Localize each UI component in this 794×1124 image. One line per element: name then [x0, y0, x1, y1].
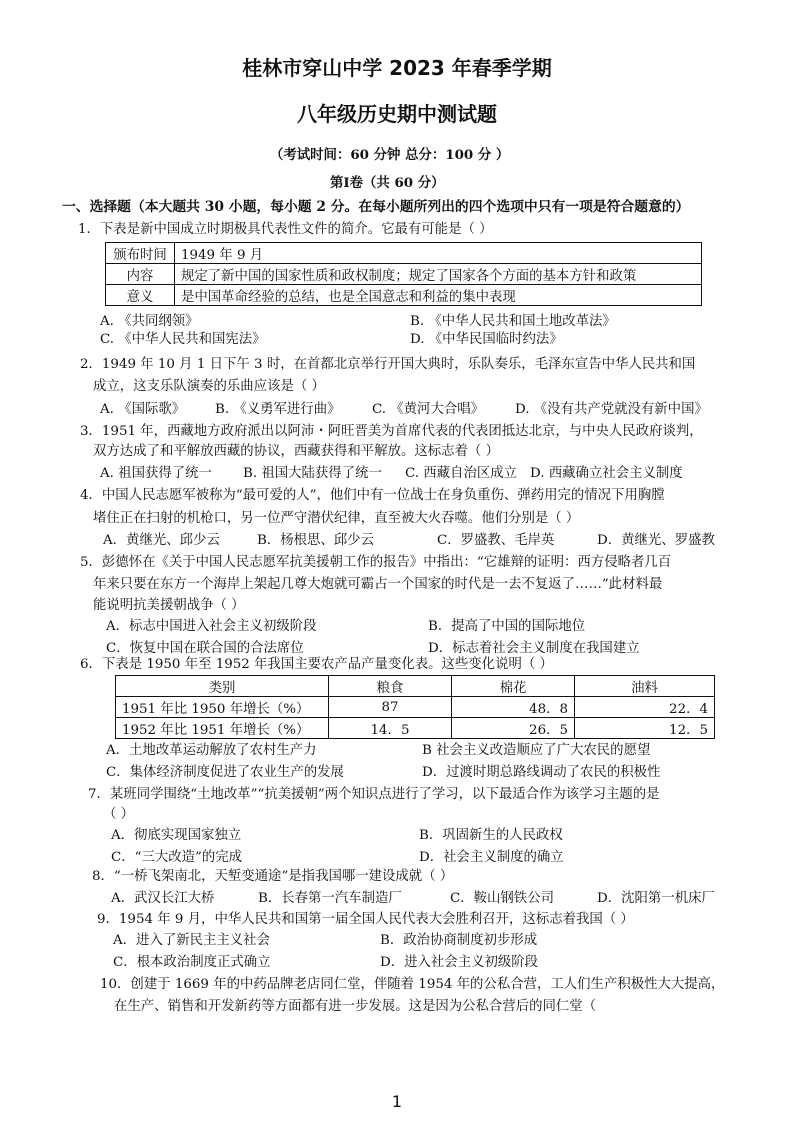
question-3-line: 3．1951 年，西藏地方政府派出以阿沛・阿旺晋美为首席代表的代表团抵达北京，与中央人民政府谈判，	[80, 424, 703, 439]
question-1-stem: 1．下表是新中国成立时期极具代表性文件的简介。它最有可能是（ ）	[78, 222, 493, 237]
question-9-stem: 9．1954 年 9 月，中华人民共和国第一届全国人民代表大会胜利召开，这标志着我国（ ）	[97, 912, 634, 927]
table-cell: 内容	[106, 264, 175, 285]
option-a: A．武汉长江大桥	[111, 891, 215, 906]
question-4-line: 堵住正在扫射的机枪口，另一位严守潜伏纪律，直至被大火吞噬。他们分别是（ ）	[93, 511, 580, 526]
table-cell: 颁布时间	[106, 243, 175, 264]
option-d: D．社会主义制度的确立	[419, 850, 564, 865]
page-number: 1	[391, 1092, 403, 1111]
option-d: D．进入社会主义初级阶段	[380, 955, 539, 970]
option-a: A．进入了新民主主义社会	[113, 933, 270, 948]
question-6-table	[115, 675, 715, 739]
table-header-cell: 油料	[575, 676, 715, 697]
option-b: B. 《中华人民共和国土地改革法》	[410, 314, 616, 329]
question-2-line: 2．1949 年 10 月 1 日下午 3 时，在首都北京举行开国大典时，乐队奏乐，毛泽东宣告中华人民共和国	[80, 357, 696, 372]
table-cell: 规定了新中国的国家性质和政权制度；规定了国家各个方面的基本方针和政策	[175, 264, 702, 285]
option-d: D．沈阳第一机床厂	[597, 891, 715, 906]
table-row	[116, 697, 715, 718]
option-b: B．巩固新生的人民政权	[419, 828, 563, 843]
option-c: C．鞍山钢铁公司	[450, 891, 554, 906]
table-row	[106, 285, 702, 306]
option-d: D．过渡时期总路线调动了农民的积极性	[422, 765, 661, 780]
question-1-table	[105, 242, 702, 306]
option-a: A．彻底实现国家独立	[111, 828, 242, 843]
option-b: B 社会主义改造顺应了广大农民的愿望	[422, 743, 651, 758]
table-cell: 48．8	[452, 697, 575, 718]
option-b: B．提高了中国的国际地位	[428, 619, 586, 634]
table-cell: 是中国革命经验的总结，也是全国意志和利益的集中表现	[175, 285, 702, 306]
question-4-line: 4．中国人民志愿军被称为“最可爱的人”，他们中有一位战士在身负重伤、弹药用完的情况下用胸膛	[80, 488, 665, 503]
table-header-cell: 棉花	[452, 676, 575, 697]
option-b: B. 《义勇军进行曲》	[215, 402, 341, 417]
table-cell: 1949 年 9 月	[175, 243, 702, 264]
table-header-row	[116, 676, 715, 697]
question-7-line: 7．某班同学围绕“土地改革”“抗美援朝”两个知识点进行了学习，以下最适合作为该学习主题的是	[88, 787, 660, 802]
question-7-line: （ ）	[103, 807, 135, 822]
exam-title: 桂林市穿山中学 2023 年春季学期	[242, 56, 552, 80]
option-b: B．长春第一汽车制造厂	[258, 891, 402, 906]
question-5-line: 年来只要在东方一个海岸上架起几尊大炮就可霸占一个国家的时代是一去不复返了……”此材料最	[93, 577, 663, 592]
table-header-cell: 类别	[116, 676, 329, 697]
question-2-line: 成立，这支乐队演奏的乐曲应该是（ ）	[93, 379, 325, 394]
exam-subtitle: 八年级历史期中测试题	[297, 102, 497, 126]
option-b: B．政治协商制度初步形成	[380, 933, 538, 948]
exam-info: （考试时间：60 分钟 总分：100 分 ）	[270, 147, 510, 163]
question-5-line: 5．彭德怀在《关于中国人民志愿军抗美援朝工作的报告》中指出：“它雄辩的证明：西方侵略者几百	[80, 555, 672, 570]
option-d: D．黄继光、罗盛教	[597, 533, 715, 548]
option-d: D. 《中华民国临时约法》	[410, 332, 563, 347]
question-6-stem: 6．下表是 1950 年至 1952 年我国主要农产品产量变化表。这些变化说明（ ）	[80, 657, 553, 672]
option-a: A．黄继光、邱少云	[103, 533, 220, 548]
option-c: C．恢复中国在联合国的合法席位	[106, 641, 304, 656]
option-c: C．“三大改造”的完成	[111, 850, 243, 865]
option-b: B．杨根思、邱少云	[257, 533, 374, 548]
table-cell: 87	[329, 697, 452, 718]
option-a: A. 祖国获得了统一	[100, 466, 212, 481]
option-d: D. 西藏确立社会主义制度	[530, 466, 683, 481]
option-a: A. 《共同纲领》	[100, 314, 199, 329]
option-d: D. 《没有共产党就没有新中国》	[515, 402, 708, 417]
question-8-stem: 8．“一桥飞架南北，天堑变通途”是指我国哪一建设成就（ ）	[92, 869, 454, 884]
table-cell: 14．5	[329, 718, 452, 739]
table-row	[106, 264, 702, 285]
table-cell: 意义	[106, 285, 175, 306]
section-heading: 一、选择题（本大题共 30 小题，每小题 2 分。在每小题所列出的四个选项中只有一项是符合题意的）	[62, 199, 690, 215]
table-cell: 1952 年比 1951 年增长（%）	[116, 718, 329, 739]
option-c: C．根本政治制度正式确立	[113, 955, 271, 970]
option-c: C. 《中华人民共和国宪法》	[100, 332, 266, 347]
table-cell: 12．5	[575, 718, 715, 739]
table-cell: 1951 年比 1950 年增长（%）	[116, 697, 329, 718]
table-row	[116, 718, 715, 739]
table-row	[106, 243, 702, 264]
option-c: C．罗盛教、毛岸英	[437, 533, 555, 548]
table-cell: 26．5	[452, 718, 575, 739]
option-a: A. 《国际歌》	[100, 402, 186, 417]
option-c: C．集体经济制度促进了农业生产的发展	[106, 765, 344, 780]
question-10-line: 在生产、销售和开发新药等方面都有进一步发展。这是因为公私合营后的同仁堂（	[114, 999, 597, 1014]
option-a: A．土地改革运动解放了农村生产力	[106, 743, 317, 758]
volume-label: 第Ⅰ卷（共 60 分）	[330, 175, 445, 191]
table-cell: 22．4	[575, 697, 715, 718]
question-10-line: 10．创建于 1669 年的中药品牌老店同仁堂，伴随着 1954 年的公私合营，工人们生产积极性大大提高，	[100, 977, 725, 992]
question-3-line: 双方达成了和平解放西藏的协议，西藏获得和平解放。这标志着（ ）	[93, 444, 499, 459]
question-5-line: 能说明抗美援朝战争（ ）	[93, 598, 245, 613]
option-d: D．标志着社会主义制度在我国建立	[428, 641, 640, 656]
table-header-cell: 粮食	[329, 676, 452, 697]
option-a: A．标志中国进入社会主义初级阶段	[106, 619, 317, 634]
option-c: C. 《黄河大合唱》	[372, 402, 485, 417]
option-b: B. 祖国大陆获得了统一	[243, 466, 382, 481]
option-c: C. 西藏自治区成立	[405, 466, 518, 481]
